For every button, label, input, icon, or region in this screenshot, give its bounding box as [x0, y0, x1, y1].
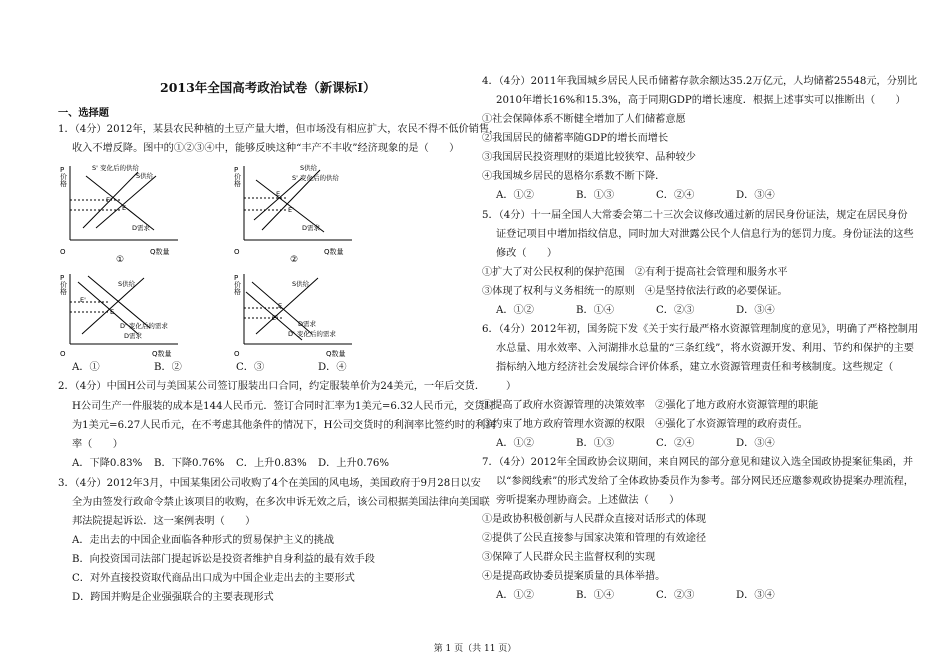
price-label-3: P 价格 [60, 274, 67, 296]
q7-options [496, 587, 816, 606]
eq-prime-4: E' [272, 314, 278, 322]
supply-label-3: S供给 [118, 280, 136, 288]
q3-option-c[interactable]: C．对外直接投资取代商品出口成为中国企业走出去的主要形式 [72, 573, 355, 584]
q5-item-row1: ①扩大了对公民权利的保护范围 ②有利于提高社会管理和服务水平 [482, 267, 788, 278]
eq-1: E [122, 204, 127, 212]
origin-label-4: O [234, 350, 240, 358]
q6-option-d[interactable]: D．③④ [736, 438, 775, 449]
q2-line3: 为1美元=6.27人民币元，在不考虑其他条件的情况下，H公司交货时的利润率比签约时的利润 [72, 420, 496, 431]
q4-option-b[interactable]: B．①③ [576, 190, 615, 201]
q7-line3: 旁听提案办理协商会。上述做法（ ） [496, 495, 680, 506]
q7-option-c[interactable]: C．②③ [656, 590, 695, 601]
page-title: 2013年全国高考政治试卷（新课标Ⅰ） [160, 80, 376, 95]
q4-option-c[interactable]: C．②④ [656, 190, 695, 201]
q5-option-b[interactable]: B．①④ [576, 305, 615, 316]
price-label-1: P 价格 [60, 166, 67, 188]
q2-line4: 率（ ） [72, 439, 123, 450]
q5-option-a[interactable]: A．①② [496, 305, 534, 316]
q5-option-d[interactable]: D．③④ [736, 305, 775, 316]
q6-options [496, 435, 816, 454]
q2-option-c[interactable]: C．上升0.83% [236, 458, 307, 469]
demand-label-2: D需求 [302, 224, 321, 232]
q2-options [72, 455, 400, 474]
q6-item-row1: ①提高了政府水资源管理的决策效率 ②强化了地方政府水资源管理的职能 [482, 400, 819, 411]
q3-option-b[interactable]: B．向投资国司法部门提起诉讼是投资者维护自身利益的最有效手段 [72, 554, 375, 565]
page-footer: 第 1 页（共 11 页） [433, 644, 517, 654]
q7-option-d[interactable]: D．③④ [736, 590, 775, 601]
graph-number-2: ② [290, 255, 299, 263]
quantity-label-3: Q数量 [152, 350, 172, 358]
eq-prime-2: E' [288, 206, 294, 214]
supply-label-2: S供给 [300, 164, 318, 172]
quantity-label-4: Q数量 [326, 350, 346, 358]
eq-4: E [278, 302, 283, 310]
q4-options [496, 187, 816, 206]
demand-shift-label-3: D' 变化后的需求 [120, 322, 168, 330]
q4-item4: ④我国城乡居民的恩格尔系数不断下降． [482, 171, 666, 182]
q7-item3: ③保障了人民群众民主监督权利的实现 [482, 552, 656, 563]
q2-line1: 2．（4分）中国H公司与美国某公司签订服装出口合同，约定服装单价为24美元，一年后交货． [58, 381, 486, 392]
q1-option-a[interactable]: A．① [72, 362, 100, 373]
q6-line3: 指标纳入地方经济社会发展综合评价体系，建立水资源管理责任和考核制度。这些规定（ [496, 362, 894, 373]
q5-line2: 证登记项目中增加指纹信息，同时加大对泄露公民个人信息行为的惩罚力度。身份证法的这些 [496, 229, 914, 240]
q1-line1: 1．（4分）2012年，某县农民种植的土豆产量大增，但市场没有相应扩大，农民不得不低价销售， [58, 124, 500, 135]
graph-number-1: ① [116, 255, 125, 263]
q1-line2: 收入不增反降。图中的①②③④中，能够反映这种“丰产不丰收”经济现象的是（ ） [72, 143, 460, 154]
q4-item3: ③我国居民投资理财的渠道比较狭窄、品种较少 [482, 152, 696, 163]
q4-line2: 2010年增长16%和15.3%，高于同期GDP的增长速度．根据上述事实可以推断出（ ） [496, 95, 906, 106]
q6-line2: 水总量、用水效率、入河湖排水总量的“三条红线”，将水资源开发、利用、节约和保护的主要 [496, 343, 914, 354]
origin-label-3: O [60, 350, 66, 358]
q5-item-row2: ③体现了权利与义务相统一的原则 ④是坚持依法行政的必要保证。 [482, 286, 788, 297]
q6-line1: 6．（4分）2012年初，国务院下发《关于实行最严格水资源管理制度的意见》，明确了严格控制用 [482, 324, 919, 335]
supply-shift-label-2: S' 变化后的供给 [292, 174, 339, 182]
q4-item1: ①社会保障体系不断健全增加了人们储蓄意愿 [482, 114, 686, 125]
origin-label-2: O [234, 248, 240, 256]
q1-options [72, 359, 400, 378]
q3-option-d[interactable]: D．跨国并购是企业强强联合的主要表现形式 [72, 592, 274, 603]
q1-option-c[interactable]: C．③ [236, 362, 265, 373]
q5-line3: 修改（ ） [496, 248, 558, 259]
q4-item2: ②我国居民的储蓄率随GDP的增长而增长 [482, 133, 669, 144]
eq-3: E [110, 308, 115, 316]
q7-line2: 以“参阅线索”的形式发给了全体政协委员作为参考。部分网民还应邀参观政协提案办理流程， [496, 476, 914, 487]
q6-line4: ） [506, 381, 517, 392]
demand-label-4: D需求 [298, 320, 317, 328]
q1-option-b[interactable]: B．② [154, 362, 182, 373]
q7-item4: ④是提高政协委员提案质量的具体举措。 [482, 571, 666, 582]
q3-option-a[interactable]: A．走出去的中国企业面临各种形式的贸易保护主义的挑战 [72, 535, 335, 546]
q3-line3: 邦法院提起诉讼．这一案例表明（ ） [72, 516, 256, 527]
q2-option-b[interactable]: B．下降0.76% [154, 458, 225, 469]
quantity-label-2: Q数量 [324, 248, 344, 256]
q6-item-row2: ③约束了地方政府管理水资源的权限 ④强化了水资源管理的政府责任。 [482, 419, 808, 430]
q2-option-a[interactable]: A．下降0.83% [72, 458, 143, 469]
q2-option-d[interactable]: D．上升0.76% [318, 458, 390, 469]
q6-option-c[interactable]: C．②④ [656, 438, 695, 449]
eq-prime-1: E' [106, 196, 112, 204]
supply-label-1: S供给 [136, 172, 154, 180]
eq-prime-3: E' [80, 296, 86, 304]
quantity-label-1: Q数量 [150, 248, 170, 256]
origin-label-1: O [60, 248, 66, 256]
q7-item1: ①是政协积极创新与人民群众直接对话形式的体现 [482, 514, 707, 525]
q7-item2: ②提供了公民直接参与国家决策和管理的有效途径 [482, 533, 707, 544]
q7-option-b[interactable]: B．①④ [576, 590, 615, 601]
eq-2: E [276, 190, 281, 198]
supply-demand-graph-3 [58, 268, 218, 358]
q4-option-d[interactable]: D．③④ [736, 190, 775, 201]
q6-option-a[interactable]: A．①② [496, 438, 534, 449]
q7-option-a[interactable]: A．①② [496, 590, 534, 601]
demand-label-3: D需求 [124, 332, 143, 340]
demand-shift-label-4: D' 变化后的需求 [288, 330, 336, 338]
q2-line2: H公司生产一件服装的成本是144人民币元．签订合同时汇率为1美元=6.32人民币元，交货时 [72, 401, 495, 412]
q6-option-b[interactable]: B．①③ [576, 438, 615, 449]
q5-option-c[interactable]: C．②③ [656, 305, 695, 316]
q5-line1: 5．（4分）十一届全国人大常委会第二十三次会议修改通过新的居民身份证法，规定在居民身份 [482, 210, 908, 221]
q3-line1: 3．（4分）2012年3月，中国某集团公司收购了4个在美国的风电场，美国政府于9月28日以安 [58, 478, 481, 489]
q4-option-a[interactable]: A．①② [496, 190, 534, 201]
supply-shift-label-1: S' 变化后的供给 [92, 164, 139, 172]
price-label-2: P 价格 [234, 166, 241, 188]
supply-demand-graph-2 [232, 158, 382, 263]
demand-label-1: D需求 [132, 224, 151, 232]
q4-line1: 4．（4分）2011年我国城乡居民人民币储蓄存款余额达35.2万亿元，人均储蓄25548元，分别比 [482, 76, 918, 87]
supply-demand-graph-4 [232, 268, 392, 358]
section-heading: 一、选择题 [58, 107, 109, 119]
supply-label-4: S供给 [292, 280, 310, 288]
q5-options [496, 302, 816, 321]
q1-option-d[interactable]: D．④ [318, 362, 347, 373]
price-label-4: P 价格 [234, 274, 241, 296]
supply-demand-graph-1 [58, 158, 208, 263]
q3-line2: 全为由签发行政命令禁止该项目的收购，在多次申诉无效之后，该公司根据美国法律向美国联 [72, 497, 490, 508]
q7-line1: 7．（4分）2012年全国政协会议期间，来自网民的部分意见和建议入选全国政协提案征集函，并 [482, 457, 914, 468]
